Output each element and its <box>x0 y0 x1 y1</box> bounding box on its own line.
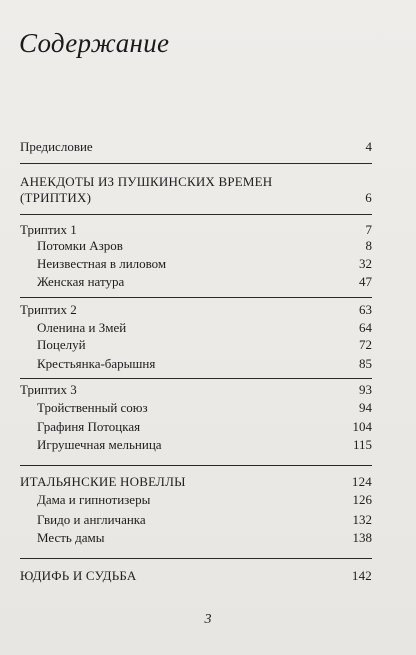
toc-entry-label: Оленина и Змей <box>37 320 127 335</box>
section-divider <box>20 163 372 164</box>
toc-entry-label-cont: (ТРИПТИХ) <box>20 190 92 205</box>
toc-entry-page: 63 <box>359 302 372 317</box>
toc-entry-page: 132 <box>352 512 372 527</box>
page-title: Содержание <box>19 28 170 58</box>
section-divider <box>20 214 372 215</box>
section-divider <box>20 378 372 379</box>
toc-entry-label: Крестьянка-барышня <box>37 356 156 371</box>
section-divider <box>20 558 372 559</box>
toc-entry-page: 126 <box>352 492 372 507</box>
toc-entry-label: Женская натура <box>37 274 125 289</box>
section-divider <box>20 297 372 298</box>
toc-entry-page: 94 <box>359 400 372 415</box>
toc-entry-page: 32 <box>359 256 372 271</box>
toc-entry-page: 6 <box>365 190 372 205</box>
toc-entry-page: 142 <box>351 568 372 583</box>
toc-entry-page: 115 <box>352 437 372 452</box>
toc-entry-page: 124 <box>351 474 372 489</box>
toc-entry-label: Триптих 2 <box>20 302 77 317</box>
toc-entry-label: Предисловие <box>20 139 93 154</box>
toc-entry-page: 138 <box>352 530 372 545</box>
toc-entry-label: ЮДИФЬ И СУДЬБА <box>20 568 137 583</box>
toc-entry-label: Неизвестная в лиловом <box>37 256 167 271</box>
toc-entry-page: 4 <box>365 139 372 154</box>
toc-entry-label: Тройственный союз <box>37 400 148 415</box>
toc-entry-label: ИТАЛЬЯНСКИЕ НОВЕЛЛЫ <box>20 474 186 489</box>
toc-entry-label: Гвидо и англичанка <box>37 512 146 527</box>
toc-entry-page: 64 <box>359 320 372 335</box>
toc-entry-page: 104 <box>352 419 372 434</box>
toc-entry-page: 85 <box>359 356 372 371</box>
toc-entry-label: Потомки Азров <box>37 238 123 253</box>
toc-entry-label: Триптих 3 <box>20 382 77 397</box>
toc-entry-page: 47 <box>359 274 372 289</box>
toc-entry-label: Графиня Потоцкая <box>37 419 141 434</box>
toc-entry-label: Дама и гипнотизеры <box>37 492 151 507</box>
toc-entry-label: Триптих 1 <box>20 222 77 237</box>
toc-entry-label: АНЕКДОТЫ ИЗ ПУШКИНСКИХ ВРЕМЕН <box>20 174 273 189</box>
toc-entry-page: 7 <box>365 222 372 237</box>
toc-entry-label: Месть дамы <box>37 530 105 545</box>
toc-entry-label: Поцелуй <box>37 337 86 352</box>
toc-entry-page: 8 <box>365 238 372 253</box>
section-divider <box>20 465 372 466</box>
toc-entry-page: 72 <box>359 337 372 352</box>
toc-entry-label: Игрушечная мельница <box>37 437 162 452</box>
toc-entry-page: 93 <box>359 382 372 397</box>
page-number: 3 <box>204 612 212 627</box>
